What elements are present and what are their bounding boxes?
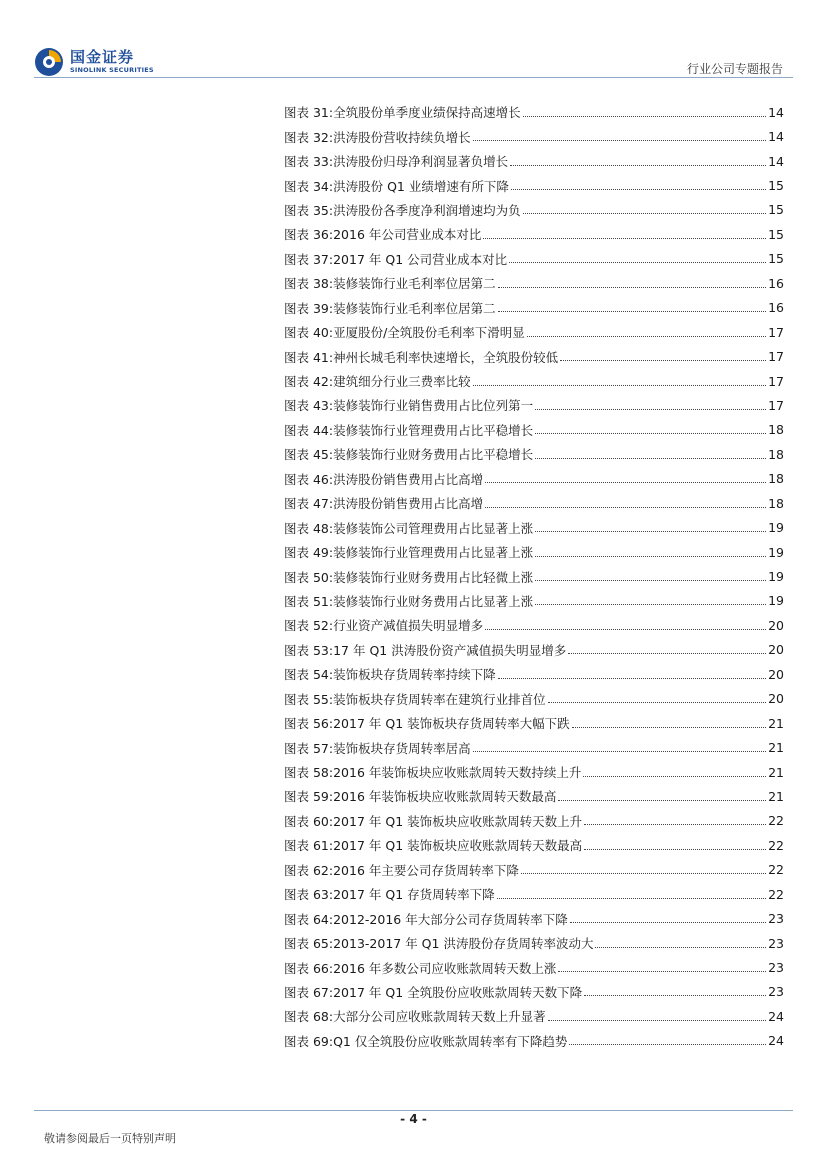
toc-entry-leader <box>535 531 766 532</box>
toc-entry-page: 23 <box>768 960 784 976</box>
toc-entry-label: 图表 49: <box>284 545 334 561</box>
toc-entry[interactable] <box>284 931 784 955</box>
toc-entry-leader <box>498 287 766 288</box>
toc-entry-title: 装饰板块存货周转率持续下降 <box>333 667 496 683</box>
logo-english-name: SINOLINK SECURITIES <box>70 66 154 74</box>
toc-entry-leader <box>572 727 766 728</box>
toc-entry[interactable] <box>284 711 784 735</box>
toc-entry-page: 17 <box>768 397 784 413</box>
toc-entry[interactable] <box>284 1004 784 1028</box>
toc-entry-label: 图表 53: <box>284 642 334 658</box>
header-divider <box>34 77 793 78</box>
toc-entry-page: 19 <box>768 520 784 536</box>
toc-entry-page: 15 <box>768 178 784 194</box>
toc-entry[interactable] <box>284 784 784 808</box>
toc-entry-title: 装修装饰行业毛利率位居第二 <box>333 276 496 292</box>
toc-entry-page: 21 <box>768 715 784 731</box>
toc-entry-title: 2017 年 Q1 公司营业成本对比 <box>333 251 508 267</box>
toc-entry-page: 20 <box>768 666 784 682</box>
toc-entry[interactable] <box>284 760 784 784</box>
toc-entry-page: 14 <box>768 129 784 145</box>
toc-entry-title: 2016 年主要公司存货周转率下降 <box>333 862 519 878</box>
toc-entry-title: 装修装饰公司管理费用占比显著上涨 <box>333 520 534 536</box>
table-of-figures <box>284 100 784 1053</box>
toc-entry-label: 图表 31: <box>284 105 334 121</box>
toc-entry-label: 图表 60: <box>284 813 334 829</box>
toc-entry-leader <box>560 360 766 361</box>
toc-entry-title: 神州长城毛利率快速增长，全筑股份较低 <box>333 349 559 365</box>
toc-entry-page: 17 <box>768 324 784 340</box>
toc-entry[interactable] <box>284 149 784 173</box>
toc-entry-title: 洪涛股份归母净利润显著负增长 <box>333 154 509 170</box>
toc-entry-label: 图表 32: <box>284 129 334 145</box>
toc-entry-title: 行业资产减值损失明显增多 <box>333 618 484 634</box>
toc-entry-leader <box>483 238 766 239</box>
toc-entry-title: 2017 年 Q1 装饰板块应收账款周转天数最高 <box>333 838 583 854</box>
toc-entry-title: 装修装饰行业管理费用占比显著上涨 <box>333 545 534 561</box>
toc-entry-title: 2016 年公司营业成本对比 <box>333 227 482 243</box>
toc-entry-page: 22 <box>768 886 784 902</box>
toc-entry-title: 装修装饰行业财务费用占比轻微上涨 <box>333 569 534 585</box>
toc-entry-label: 图表 61: <box>284 838 334 854</box>
toc-entry-title: 17 年 Q1 洪涛股份资产减值损失明显增多 <box>333 642 567 658</box>
toc-entry-title: 2017 年 Q1 装饰板块应收账款周转天数上升 <box>333 813 583 829</box>
toc-entry-leader <box>497 898 766 899</box>
toc-entry-page: 20 <box>768 642 784 658</box>
toc-entry[interactable] <box>284 809 784 833</box>
toc-entry-label: 图表 33: <box>284 154 334 170</box>
toc-entry-leader <box>498 678 766 679</box>
toc-entry-title: 洪涛股份销售费用占比高增 <box>333 496 484 512</box>
toc-entry-label: 图表 69: <box>284 1033 334 1049</box>
toc-entry-leader <box>584 995 766 996</box>
toc-entry-title: 2012-2016 年大部分公司存货周转率下降 <box>333 911 568 927</box>
toc-entry-title: 全筑股份单季度业绩保持高速增长 <box>333 105 521 121</box>
toc-entry-leader <box>568 653 766 654</box>
toc-entry-page: 15 <box>768 202 784 218</box>
toc-entry-leader <box>521 873 766 874</box>
toc-entry-title: Q1 仅全筑股份应收账款周转率有下降趋势 <box>333 1033 568 1049</box>
toc-entry-leader <box>473 751 766 752</box>
toc-entry[interactable] <box>284 662 784 686</box>
toc-entry[interactable] <box>284 735 784 759</box>
toc-entry-title: 建筑细分行业三费率比较 <box>333 374 471 390</box>
toc-entry-page: 14 <box>768 104 784 120</box>
toc-entry-label: 图表 67: <box>284 984 334 1000</box>
toc-entry-label: 图表 40: <box>284 325 334 341</box>
toc-entry-page: 18 <box>768 422 784 438</box>
page-header <box>0 0 827 90</box>
toc-entry[interactable] <box>284 369 784 393</box>
toc-entry-leader <box>510 165 766 166</box>
toc-entry-leader <box>595 947 766 948</box>
toc-entry-label: 图表 68: <box>284 1009 334 1025</box>
toc-entry-leader <box>535 556 766 557</box>
toc-entry-label: 图表 51: <box>284 593 334 609</box>
toc-entry-page: 20 <box>768 691 784 707</box>
toc-entry[interactable] <box>284 858 784 882</box>
toc-entry-label: 图表 54: <box>284 667 334 683</box>
logo-chinese-name: 国金证券 <box>70 48 135 66</box>
toc-entry[interactable] <box>284 222 784 246</box>
toc-entry[interactable] <box>284 247 784 271</box>
toc-entry-label: 图表 45: <box>284 447 334 463</box>
toc-entry-page: 18 <box>768 446 784 462</box>
toc-entry[interactable] <box>284 491 784 515</box>
toc-entry-leader <box>485 482 766 483</box>
toc-entry[interactable] <box>284 589 784 613</box>
toc-entry-title: 2013-2017 年 Q1 洪涛股份存货周转率波动大 <box>333 936 594 952</box>
toc-entry-label: 图表 48: <box>284 520 334 536</box>
toc-entry-title: 装饰板块存货周转率在建筑行业排首位 <box>333 691 546 707</box>
toc-entry-leader <box>473 385 766 386</box>
toc-entry-title: 装修装饰行业毛利率位居第二 <box>333 300 496 316</box>
toc-entry-leader <box>558 800 766 801</box>
toc-entry-title: 2016 年多数公司应收账款周转天数上涨 <box>333 960 557 976</box>
toc-entry-title: 装修装饰行业财务费用占比平稳增长 <box>333 447 534 463</box>
toc-entry[interactable] <box>284 906 784 930</box>
toc-entry[interactable] <box>284 687 784 711</box>
toc-entry-leader <box>548 702 766 703</box>
toc-entry-page: 19 <box>768 569 784 585</box>
toc-entry[interactable] <box>284 515 784 539</box>
toc-entry-title: 亚厦股份/全筑股份毛利率下滑明显 <box>333 325 525 341</box>
toc-entry-label: 图表 43: <box>284 398 334 414</box>
toc-entry-title: 大部分公司应收账款周转天数上升显著 <box>333 1009 546 1025</box>
toc-entry-page: 19 <box>768 593 784 609</box>
sinolink-logo-icon <box>34 47 64 77</box>
toc-entry-leader <box>535 580 766 581</box>
toc-entry-label: 图表 42: <box>284 374 334 390</box>
toc-entry-label: 图表 34: <box>284 178 334 194</box>
toc-entry-leader <box>523 213 766 214</box>
toc-entry-page: 18 <box>768 495 784 511</box>
toc-entry-title: 2016 年装饰板块应收账款周转天数持续上升 <box>333 765 582 781</box>
toc-entry[interactable] <box>284 442 784 466</box>
toc-entry-label: 图表 64: <box>284 911 334 927</box>
toc-entry-page: 15 <box>768 226 784 242</box>
toc-entry-leader <box>569 1044 766 1045</box>
toc-entry-page: 15 <box>768 251 784 267</box>
toc-entry-leader <box>584 849 766 850</box>
toc-entry-leader <box>583 776 766 777</box>
toc-entry-page: 16 <box>768 300 784 316</box>
toc-entry-page: 23 <box>768 911 784 927</box>
toc-entry-label: 图表 59: <box>284 789 334 805</box>
toc-entry-label: 图表 41: <box>284 349 334 365</box>
toc-entry-leader <box>584 824 766 825</box>
toc-entry-label: 图表 38: <box>284 276 334 292</box>
toc-entry[interactable] <box>284 296 784 320</box>
toc-entry-title: 洪涛股份营收持续负增长 <box>333 129 471 145</box>
toc-entry-page: 23 <box>768 984 784 1000</box>
toc-entry-leader <box>535 409 766 410</box>
toc-entry-label: 图表 57: <box>284 740 334 756</box>
toc-entry-title: 装修装饰行业财务费用占比显著上涨 <box>333 593 534 609</box>
toc-entry[interactable] <box>284 613 784 637</box>
toc-entry-label: 图表 35: <box>284 202 334 218</box>
toc-entry-title: 洪涛股份各季度净利润增速均为负 <box>333 202 521 218</box>
toc-entry-page: 17 <box>768 349 784 365</box>
toc-entry[interactable] <box>284 564 784 588</box>
toc-entry[interactable] <box>284 638 784 662</box>
toc-entry[interactable] <box>284 833 784 857</box>
toc-entry-leader <box>548 1020 766 1021</box>
toc-entry[interactable] <box>284 344 784 368</box>
toc-entry[interactable] <box>284 882 784 906</box>
page-number: - 4 - <box>400 1112 427 1126</box>
toc-entry[interactable] <box>284 1029 784 1053</box>
toc-entry-label: 图表 58: <box>284 765 334 781</box>
toc-entry[interactable] <box>284 467 784 491</box>
toc-entry-label: 图表 44: <box>284 422 334 438</box>
toc-entry-page: 14 <box>768 153 784 169</box>
toc-entry-title: 2017 年 Q1 全筑股份应收账款周转天数下降 <box>333 984 583 1000</box>
toc-entry-page: 18 <box>768 471 784 487</box>
toc-entry-label: 图表 65: <box>284 936 334 952</box>
toc-entry[interactable] <box>284 100 784 124</box>
toc-entry[interactable] <box>284 198 784 222</box>
toc-entry-leader <box>511 189 766 190</box>
toc-entry[interactable] <box>284 173 784 197</box>
toc-entry-label: 图表 62: <box>284 862 334 878</box>
toc-entry-label: 图表 63: <box>284 887 334 903</box>
company-logo <box>34 46 194 80</box>
toc-entry-title: 洪涛股份 Q1 业绩增速有所下降 <box>333 178 509 194</box>
toc-entry-leader <box>535 604 766 605</box>
toc-entry-page: 22 <box>768 837 784 853</box>
toc-entry-leader <box>535 433 766 434</box>
toc-entry-leader <box>473 140 766 141</box>
toc-entry-label: 图表 36: <box>284 227 334 243</box>
toc-entry-leader <box>527 336 766 337</box>
toc-entry-title: 装饰板块存货周转率居高 <box>333 740 471 756</box>
toc-entry-label: 图表 66: <box>284 960 334 976</box>
toc-entry-title: 2017 年 Q1 装饰板块存货周转率大幅下跌 <box>333 716 570 732</box>
toc-entry-leader <box>498 311 766 312</box>
toc-entry[interactable] <box>284 980 784 1004</box>
toc-entry-title: 2017 年 Q1 存货周转率下降 <box>333 887 495 903</box>
toc-entry-page: 16 <box>768 275 784 291</box>
toc-entry-label: 图表 52: <box>284 618 334 634</box>
toc-entry-leader <box>485 507 766 508</box>
footer-divider <box>34 1110 793 1111</box>
toc-entry-label: 图表 39: <box>284 300 334 316</box>
toc-entry-label: 图表 47: <box>284 496 334 512</box>
toc-entry-label: 图表 46: <box>284 471 334 487</box>
report-type: 行业公司专题报告 <box>686 62 783 76</box>
toc-entry-leader <box>485 629 766 630</box>
toc-entry-page: 22 <box>768 862 784 878</box>
toc-entry-page: 24 <box>768 1033 784 1049</box>
toc-entry-page: 23 <box>768 935 784 951</box>
toc-entry-page: 21 <box>768 764 784 780</box>
toc-entry-page: 20 <box>768 617 784 633</box>
toc-entry-label: 图表 37: <box>284 251 334 267</box>
toc-entry-page: 21 <box>768 740 784 756</box>
toc-entry[interactable] <box>284 540 784 564</box>
toc-entry-label: 图表 50: <box>284 569 334 585</box>
toc-entry-leader <box>570 922 766 923</box>
toc-entry-page: 22 <box>768 813 784 829</box>
toc-entry-leader <box>523 116 766 117</box>
toc-entry[interactable] <box>284 320 784 344</box>
toc-entry-title: 2016 年装饰板块应收账款周转天数最高 <box>333 789 557 805</box>
toc-entry-page: 21 <box>768 788 784 804</box>
toc-entry[interactable] <box>284 124 784 148</box>
toc-entry-leader <box>509 262 766 263</box>
toc-entry-page: 24 <box>768 1008 784 1024</box>
toc-entry-title: 洪涛股份销售费用占比高增 <box>333 471 484 487</box>
toc-entry-label: 图表 55: <box>284 691 334 707</box>
toc-entry-leader <box>558 971 766 972</box>
toc-entry[interactable] <box>284 393 784 417</box>
toc-entry-leader <box>535 458 766 459</box>
toc-entry[interactable] <box>284 418 784 442</box>
toc-entry[interactable] <box>284 955 784 979</box>
toc-entry-label: 图表 56: <box>284 716 334 732</box>
toc-entry-title: 装修装饰行业销售费用占比位列第一 <box>333 398 534 414</box>
toc-entry[interactable] <box>284 271 784 295</box>
toc-entry-page: 17 <box>768 373 784 389</box>
disclaimer: 敬请参阅最后一页特别声明 <box>44 1132 176 1145</box>
toc-entry-page: 19 <box>768 544 784 560</box>
toc-entry-title: 装修装饰行业管理费用占比平稳增长 <box>333 422 534 438</box>
